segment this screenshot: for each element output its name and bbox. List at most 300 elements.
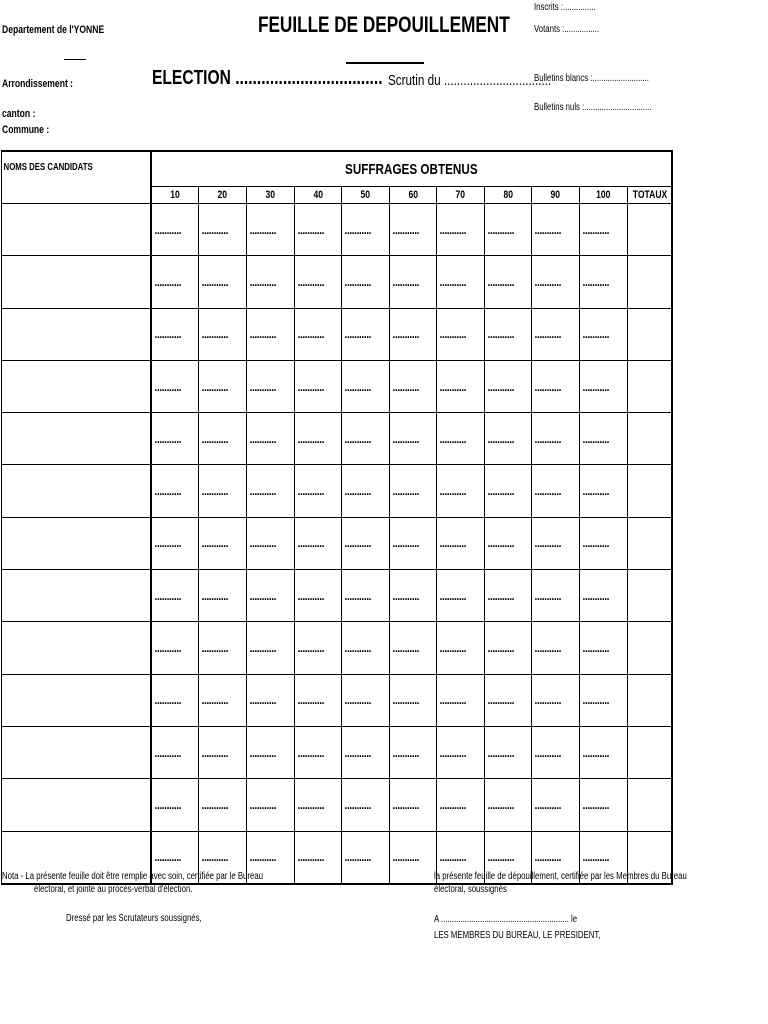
dot-placeholder: ........... [201,379,229,394]
dot-placeholder: ........... [201,797,229,812]
dot-placeholder: ........... [487,274,514,289]
nota-line-1: Nota - La présente feuille doit être remplie avec soin, certifiée par le Bureau [2,871,264,882]
candidate-name-cell[interactable] [2,465,152,517]
dot-placeholder: ........... [392,797,419,812]
tally-cell-40[interactable] [294,256,342,308]
dot-placeholder: ........... [297,274,324,289]
column-header-80: 80 [484,187,532,204]
tally-cell-90[interactable] [532,256,580,308]
candidate-name-cell[interactable] [2,674,152,726]
tally-cell-30[interactable] [247,779,295,831]
tally-cell-70[interactable] [437,517,485,569]
tally-cell-100[interactable] [580,360,628,412]
dot-placeholder: ........... [344,484,372,499]
dot-placeholder: ........... [439,693,467,708]
dot-placeholder: ........... [344,745,372,760]
dot-placeholder: ........... [582,431,610,446]
dot-placeholder: ........... [392,745,419,760]
tally-table [1,150,673,885]
column-header-100: 100 [580,187,628,204]
tally-cell-20[interactable] [199,360,247,412]
dot-placeholder: ........... [344,536,372,551]
dot-placeholder: ........... [582,274,610,289]
totals-header-cell [627,187,672,204]
candidate-row [2,622,673,674]
dot-placeholder: ........... [297,850,324,865]
dot-placeholder: ........... [582,588,610,603]
certification-line-2: électoral, soussignés [434,884,507,895]
dot-placeholder: ........... [344,693,372,708]
signatories-label: LES MEMBRES DU BUREAU, LE PRESIDENT, [434,930,601,941]
dot-placeholder: ........... [535,797,562,812]
tally-cell-40[interactable] [294,622,342,674]
dot-placeholder: ........... [535,327,562,342]
tally-cell-20[interactable] [199,204,247,256]
tally-cell-90[interactable] [532,674,580,726]
tally-cell-100[interactable] [580,622,628,674]
dot-placeholder: ........... [582,327,610,342]
dot-placeholder: ........... [297,745,324,760]
candidate-row [2,726,673,778]
tally-cell-100[interactable] [580,570,628,622]
dot-placeholder: ........... [439,641,467,656]
department-label: Departement de l'YONNE [2,24,105,36]
tally-cell-50[interactable] [342,308,390,360]
dot-placeholder: ........... [439,745,467,760]
tally-cell-70[interactable] [437,465,485,517]
tally-cell-70[interactable] [437,413,485,465]
tally-cell-90[interactable] [532,779,580,831]
candidate-name-cell[interactable] [2,360,152,412]
tally-cell-40[interactable] [294,674,342,726]
tally-cell-40[interactable] [294,204,342,256]
dot-placeholder: ........... [392,222,419,237]
dot-placeholder: ........... [487,850,514,865]
dot-placeholder: ........... [154,641,182,656]
arrondissement-label: Arrondissement : [2,78,74,90]
candidate-row [2,308,673,360]
tally-cell-80[interactable] [484,256,532,308]
candidate-name-cell[interactable] [2,517,152,569]
dot-placeholder: ........... [249,536,277,551]
tally-cell-30[interactable] [247,570,295,622]
dot-placeholder: ........... [297,588,324,603]
tally-cell-100[interactable] [580,465,628,517]
tally-cell-10[interactable] [151,308,199,360]
dot-placeholder: ........... [344,797,372,812]
tally-cell-50[interactable] [342,204,390,256]
tally-cell-70[interactable] [437,308,485,360]
dot-placeholder: ........... [439,484,467,499]
tally-cell-80[interactable] [484,465,532,517]
tally-cell-20[interactable] [199,256,247,308]
tally-cell-50[interactable] [342,779,390,831]
candidate-row [2,413,673,465]
dot-placeholder: ........... [344,641,372,656]
dresse-par-text: Dressé par les Scrutateurs soussignés, [66,913,202,924]
dot-placeholder: ........... [392,693,419,708]
tally-cell-90[interactable] [532,360,580,412]
tally-cell-10[interactable] [151,204,199,256]
tally-cell-80[interactable] [484,622,532,674]
tally-cell-50[interactable] [342,831,390,884]
dot-placeholder: ........... [201,431,229,446]
tally-cell-90[interactable] [532,413,580,465]
tally-cell-70[interactable] [437,570,485,622]
tally-cell-80[interactable] [484,413,532,465]
dot-placeholder: ........... [439,274,467,289]
tally-cell-60[interactable] [389,622,437,674]
tally-cell-30[interactable] [247,360,295,412]
tally-cell-70[interactable] [437,204,485,256]
tally-cell-60[interactable] [389,204,437,256]
dot-placeholder: ........... [439,222,467,237]
dot-placeholder: ........... [201,588,229,603]
dot-placeholder: ........... [297,431,324,446]
candidate-row [2,674,673,726]
dot-placeholder: ........... [344,850,372,865]
tally-cell-60[interactable] [389,413,437,465]
dot-placeholder: ........... [297,536,324,551]
nota-line-2: électoral, et jointe au procès-verbal d'élection. [34,884,193,895]
suffrages-header: SUFFRAGES OBTENUS [345,160,478,178]
tally-cell-50[interactable] [342,570,390,622]
dot-placeholder: ........... [201,484,229,499]
tally-cell-40[interactable] [294,360,342,412]
tally-cell-10[interactable] [151,517,199,569]
tally-cell-40[interactable] [294,831,342,884]
dot-placeholder: ........... [249,484,277,499]
dot-placeholder: ........... [249,641,277,656]
dot-placeholder: ........... [297,222,324,237]
candidate-row [2,517,673,569]
place-date-field: A ........................................................... le [434,914,578,925]
dot-placeholder: ........... [392,327,419,342]
dot-placeholder: ........... [201,641,229,656]
dot-placeholder: ........... [487,745,514,760]
names-header-cell [2,151,152,204]
tally-cell-30[interactable] [247,674,295,726]
candidate-row [2,779,673,831]
tally-cell-60[interactable] [389,360,437,412]
votants-field: Votants :................ [534,24,600,35]
dot-placeholder: ........... [439,536,467,551]
candidate-name-cell[interactable] [2,204,152,256]
total-cell[interactable] [627,622,672,674]
dot-placeholder: ........... [582,536,610,551]
dot-placeholder: ........... [201,536,229,551]
tally-cell-80[interactable] [484,360,532,412]
tally-cell-50[interactable] [342,360,390,412]
dot-placeholder: ........... [392,274,419,289]
dot-placeholder: ........... [249,222,277,237]
dot-placeholder: ........... [249,431,277,446]
tally-cell-40[interactable] [294,465,342,517]
dot-placeholder: ........... [154,327,182,342]
tally-cell-80[interactable] [484,204,532,256]
dot-placeholder: ........... [392,641,419,656]
dot-placeholder: ........... [487,431,514,446]
tally-cell-20[interactable] [199,517,247,569]
tally-cell-80[interactable] [484,308,532,360]
tally-cell-80[interactable] [484,726,532,778]
candidate-name-cell[interactable] [2,779,152,831]
dot-placeholder: ........... [344,222,372,237]
tally-cell-40[interactable] [294,726,342,778]
commune-label: Commune : [2,124,50,136]
dot-placeholder: ........... [439,431,467,446]
tally-cell-100[interactable] [580,779,628,831]
tally-cell-50[interactable] [342,413,390,465]
dot-placeholder: ........... [249,274,277,289]
column-header-60: 60 [389,187,437,204]
dot-placeholder: ........... [344,274,372,289]
tally-cell-80[interactable] [484,779,532,831]
candidate-row [2,360,673,412]
tally-cell-10[interactable] [151,674,199,726]
tally-cell-60[interactable] [389,308,437,360]
dot-placeholder: ........... [154,222,182,237]
dot-placeholder: ........... [487,693,514,708]
total-cell[interactable] [627,517,672,569]
tally-cell-100[interactable] [580,256,628,308]
dot-placeholder: ........... [297,693,324,708]
dot-placeholder: ........... [201,850,229,865]
dot-placeholder: ........... [249,850,277,865]
dot-placeholder: ........... [487,588,514,603]
tally-cell-20[interactable] [199,570,247,622]
candidate-row [2,256,673,308]
candidate-name-cell[interactable] [2,413,152,465]
column-header-70: 70 [437,187,485,204]
total-cell[interactable] [627,256,672,308]
department-underline [64,59,86,60]
tally-cell-90[interactable] [532,622,580,674]
tally-cell-10[interactable] [151,622,199,674]
dot-placeholder: ........... [154,431,182,446]
tally-cell-100[interactable] [580,308,628,360]
candidate-name-cell[interactable] [2,622,152,674]
dot-placeholder: ........... [249,693,277,708]
dot-placeholder: ........... [535,745,562,760]
total-cell[interactable] [627,726,672,778]
tally-cell-30[interactable] [247,308,295,360]
dot-placeholder: ........... [249,588,277,603]
tally-cell-90[interactable] [532,726,580,778]
tally-cell-60[interactable] [389,570,437,622]
tally-cell-40[interactable] [294,308,342,360]
tally-cell-60[interactable] [389,726,437,778]
dot-placeholder: ........... [439,588,467,603]
tally-cell-10[interactable] [151,360,199,412]
dot-placeholder: ........... [154,274,182,289]
tally-cell-70[interactable] [437,779,485,831]
dot-placeholder: ........... [487,484,514,499]
dot-placeholder: ........... [297,327,324,342]
tally-cell-70[interactable] [437,622,485,674]
tally-cell-50[interactable] [342,517,390,569]
tally-cell-100[interactable] [580,413,628,465]
tally-cell-10[interactable] [151,779,199,831]
dot-placeholder: ........... [201,222,229,237]
dot-placeholder: ........... [535,431,562,446]
total-cell[interactable] [627,204,672,256]
dot-placeholder: ........... [535,588,562,603]
dot-placeholder: ........... [297,484,324,499]
total-cell[interactable] [627,779,672,831]
tally-cell-10[interactable] [151,256,199,308]
candidate-row [2,204,673,256]
column-header-40: 40 [294,187,342,204]
tally-cell-70[interactable] [437,726,485,778]
tally-cell-70[interactable] [437,360,485,412]
tally-cell-60[interactable] [389,517,437,569]
dot-placeholder: ........... [535,379,562,394]
dot-placeholder: ........... [582,797,610,812]
tally-cell-40[interactable] [294,779,342,831]
tally-cell-50[interactable] [342,465,390,517]
tally-cell-20[interactable] [199,779,247,831]
tally-cell-60[interactable] [389,779,437,831]
tally-cell-10[interactable] [151,726,199,778]
tally-cell-10[interactable] [151,465,199,517]
tally-cell-10[interactable] [151,413,199,465]
dot-placeholder: ........... [392,536,419,551]
total-cell[interactable] [627,570,672,622]
dot-placeholder: ........... [439,797,467,812]
dot-placeholder: ........... [154,379,182,394]
dot-placeholder: ........... [582,379,610,394]
dot-placeholder: ........... [344,588,372,603]
dot-placeholder: ........... [535,641,562,656]
column-header-20: 20 [199,187,247,204]
dot-placeholder: ........... [439,850,467,865]
dot-placeholder: ........... [249,327,277,342]
tally-cell-50[interactable] [342,726,390,778]
tally-cell-30[interactable] [247,256,295,308]
title-underline [346,62,424,64]
dot-placeholder: ........... [535,274,562,289]
dot-placeholder: ........... [392,379,419,394]
tally-cell-60[interactable] [389,674,437,726]
dot-placeholder: ........... [154,588,182,603]
tally-cell-30[interactable] [247,726,295,778]
tally-cell-20[interactable] [199,465,247,517]
dot-placeholder: ........... [154,536,182,551]
tally-cell-50[interactable] [342,622,390,674]
tally-cell-30[interactable] [247,204,295,256]
total-cell[interactable] [627,465,672,517]
dot-placeholder: ........... [154,484,182,499]
dot-placeholder: ........... [249,797,277,812]
names-header: NOMS DES CANDIDATS [3,162,93,173]
dot-placeholder: ........... [154,693,182,708]
dot-placeholder: ........... [201,274,229,289]
dot-placeholder: ........... [249,745,277,760]
tally-cell-30[interactable] [247,622,295,674]
dot-placeholder: ........... [582,693,610,708]
dot-placeholder: ........... [297,641,324,656]
dot-placeholder: ........... [535,484,562,499]
candidate-name-cell[interactable] [2,570,152,622]
tally-cell-20[interactable] [199,413,247,465]
dot-placeholder: ........... [392,484,419,499]
tally-cell-40[interactable] [294,517,342,569]
tally-cell-90[interactable] [532,465,580,517]
tally-cell-70[interactable] [437,674,485,726]
tally-cell-90[interactable] [532,570,580,622]
tally-cell-80[interactable] [484,674,532,726]
tally-cell-100[interactable] [580,726,628,778]
tally-cell-20[interactable] [199,308,247,360]
tally-cell-60[interactable] [389,465,437,517]
tally-cell-40[interactable] [294,413,342,465]
tally-cell-60[interactable] [389,831,437,884]
dot-placeholder: ........... [392,588,419,603]
candidate-name-cell[interactable] [2,256,152,308]
candidate-name-cell[interactable] [2,308,152,360]
dot-placeholder: ........... [154,797,182,812]
tally-cell-10[interactable] [151,570,199,622]
dot-placeholder: ........... [392,850,419,865]
tally-cell-90[interactable] [532,204,580,256]
dot-placeholder: ........... [582,641,610,656]
tally-cell-100[interactable] [580,674,628,726]
dot-placeholder: ........... [582,745,610,760]
tally-cell-60[interactable] [389,256,437,308]
tally-cell-80[interactable] [484,570,532,622]
tally-cell-20[interactable] [199,674,247,726]
tally-cell-30[interactable] [247,413,295,465]
election-field: ELECTION .................................. [152,67,383,89]
tally-cell-30[interactable] [247,517,295,569]
dot-placeholder: ........... [439,327,467,342]
dot-placeholder: ........... [154,745,182,760]
column-header-10: 10 [151,187,199,204]
total-cell[interactable] [627,308,672,360]
candidate-name-cell[interactable] [2,726,152,778]
tally-cell-80[interactable] [484,517,532,569]
tally-cell-20[interactable] [199,622,247,674]
dot-placeholder: ........... [535,850,562,865]
inscrits-field: Inscrits :............... [534,2,596,13]
dot-placeholder: ........... [487,536,514,551]
tally-cell-20[interactable] [199,726,247,778]
dot-placeholder: ........... [344,379,372,394]
document-title: FEUILLE DE DEPOUILLEMENT [258,12,510,37]
tally-cell-70[interactable] [437,256,485,308]
total-cell[interactable] [627,413,672,465]
total-cell[interactable] [627,360,672,412]
tally-cell-90[interactable] [532,517,580,569]
certification-line-1: la présente feuille de dépouillement, certifiée par les Membres du Bureau [434,871,687,882]
tally-cell-30[interactable] [247,465,295,517]
total-cell[interactable] [627,674,672,726]
dot-placeholder: ........... [487,641,514,656]
tally-cell-90[interactable] [532,308,580,360]
tally-cell-40[interactable] [294,570,342,622]
dot-placeholder: ........... [201,327,229,342]
tally-cell-100[interactable] [580,204,628,256]
dot-placeholder: ........... [154,850,182,865]
tally-cell-50[interactable] [342,674,390,726]
tally-cell-50[interactable] [342,256,390,308]
tally-cell-100[interactable] [580,517,628,569]
totals-header: TOTAUX [632,189,667,201]
dot-placeholder: ........... [487,222,514,237]
dot-placeholder: ........... [344,431,372,446]
dot-placeholder: ........... [535,693,562,708]
